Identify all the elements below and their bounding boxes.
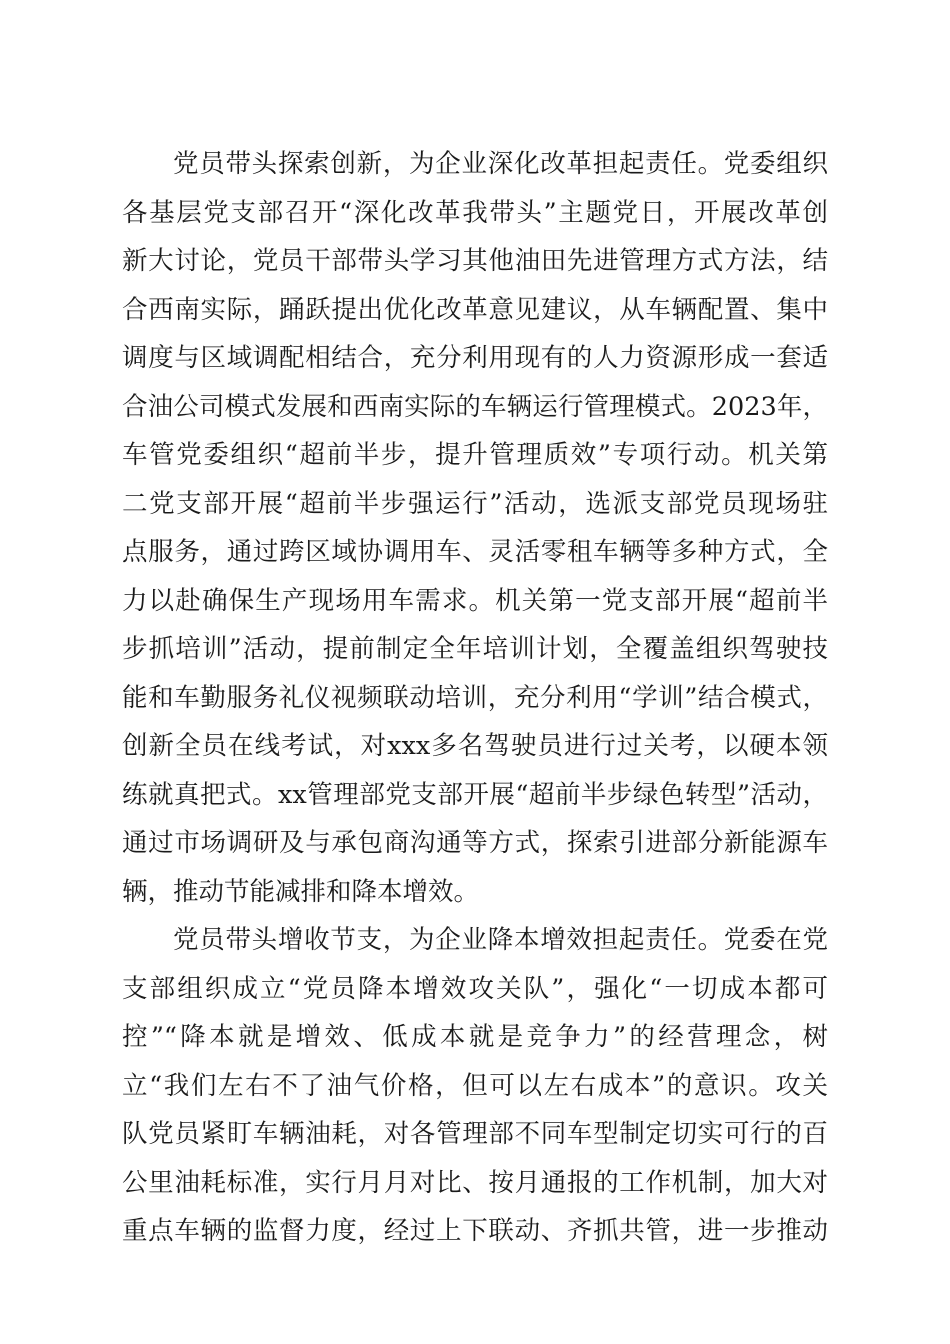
paragraph-1-line: 通过市场调研及与承包商沟通等方式，探索引进部分新能源车 (122, 828, 828, 858)
paragraph-1-line: 力以赴确保生产现场用车需求。机关第一党支部开展“超前半 (122, 585, 828, 616)
paragraph-2-line: 立“我们左右不了油气价格，但可以左右成本”的意识。攻关 (122, 1070, 828, 1101)
document-body (122, 140, 828, 1256)
paragraph-1-line: 车管党委组织“超前半步，提升管理质效”专项行动。机关第 (122, 440, 828, 470)
paragraph-1-line: 新大讨论，党员干部带头学习其他油田先进管理方式方法，结 (122, 246, 828, 276)
paragraph-2-line: 支部组织成立“党员降本增效攻关队”，强化“一切成本都可 (122, 973, 828, 1004)
paragraph-2-line: 控”“降本就是增效、低成本就是竞争力”的经营理念，树 (122, 1022, 828, 1052)
paragraph-1-line: 各基层党支部召开“深化改革我带头”主题党日，开展改革创 (122, 197, 828, 228)
paragraph-1-line: 调度与区域调配相结合，充分利用现有的人力资源形成一套适 (122, 343, 828, 373)
paragraph-1-line: 步抓培训”活动，提前制定全年培训计划，全覆盖组织驾驶技 (122, 634, 828, 664)
paragraph-2-line: 公里油耗标准，实行月月对比、按月通报的工作机制，加大对 (122, 1167, 828, 1198)
paragraph-1-line: 点服务，通过跨区域协调用车、灵活零租车辆等多种方式，全 (122, 537, 828, 567)
paragraph-1-line: 合油公司模式发展和西南实际的车辆运行管理模式。2023年， (122, 391, 828, 422)
paragraph-1-line: 党员带头探索创新，为企业深化改革担起责任。党委组织 (173, 149, 828, 179)
paragraph-1-line: 练就真把式。xx管理部党支部开展“超前半步绿色转型”活动， (122, 779, 828, 810)
paragraph-2-line: 重点车辆的监督力度，经过上下联动、齐抓共管，进一步推动 (122, 1216, 828, 1246)
paragraph-1-line: 能和车勤服务礼仪视频联动培训，充分利用“学训”结合模式， (122, 682, 828, 713)
paragraph-2-line: 党员带头增收节支，为企业降本增效担起责任。党委在党 (173, 925, 828, 955)
paragraph-1-line: 辆，推动节能减排和降本增效。 (122, 876, 480, 907)
paragraph-1-line: 二党支部开展“超前半步强运行”活动，选派支部党员现场驻 (122, 488, 828, 519)
paragraph-2-line: 队党员紧盯车辆油耗，对各管理部不同车型制定切实可行的百 (122, 1119, 828, 1149)
paragraph-1-line: 创新全员在线考试，对xxx多名驾驶员进行过关考，以硬本领 (122, 731, 828, 761)
paragraph-1-line: 合西南实际，踊跃提出优化改革意见建议，从车辆配置、集中 (122, 294, 828, 325)
